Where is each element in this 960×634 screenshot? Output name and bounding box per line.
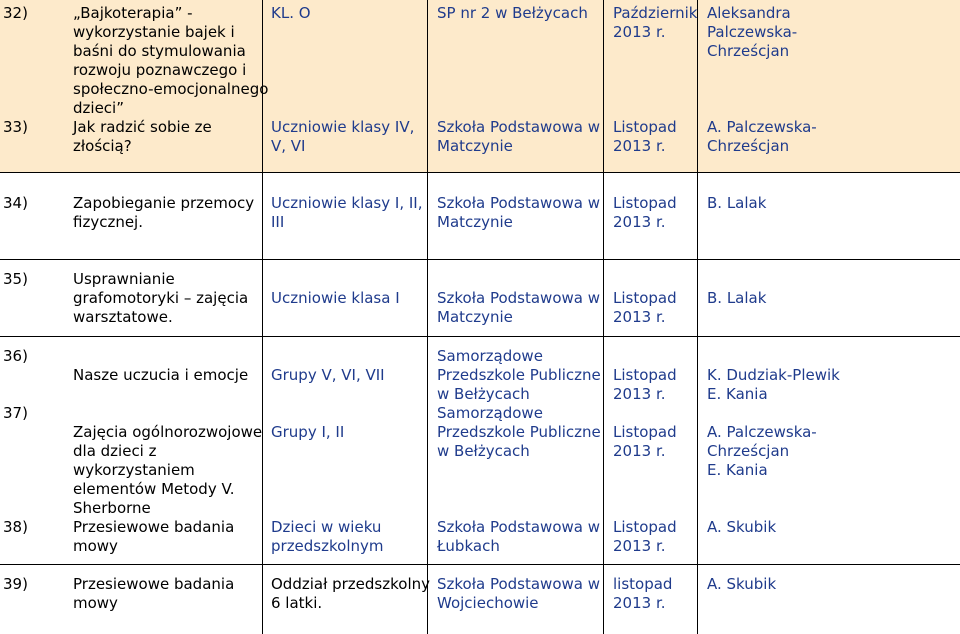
table-row-35 [0, 260, 960, 336]
place-cell: Szkoła Podstawowa w Wojciechowie [429, 565, 604, 634]
place-cell: Szkoła Podstawowa w Matczynie [429, 173, 604, 259]
topic-36: Nasze uczucia i emocje [73, 366, 249, 384]
topic-cell [0, 565, 263, 634]
topic-cell [0, 173, 263, 259]
topic-cell [0, 0, 269, 172]
place-cell: SP nr 2 w Bełżycach Szkoła Podstawowa w Matczynie [429, 0, 604, 172]
topic-39: Przesiewowe badania mowy [73, 575, 235, 612]
responsible-cell: K. Dudziak-Plewik E. Kania A. Palczewska- Chrześcjan E. Kania A. Skubik [707, 366, 840, 536]
topic-34: Zapobieganie przemocy fizycznej. [73, 194, 255, 231]
row-number-34: 34) [3, 194, 28, 212]
date-cell: Listopad 2013 r. [605, 260, 698, 336]
row-number-38: 38) [3, 518, 28, 536]
responsible-cell: B. Lalak [707, 194, 767, 212]
topic-cell [0, 337, 263, 564]
place-cell: Szkoła Podstawowa w Matczynie [429, 260, 604, 336]
participants-cell: Oddział przedszkolny 6 latki. [263, 565, 428, 634]
date-cell: Listopad 2013 r. Listopad 2013 r. Listopad 2013 r. [605, 337, 698, 564]
participants-cell: Grupy V, VI, VII Grupy I, II Dzieci w wieku przedszkolnym [263, 337, 428, 564]
responsible-cell: A. Skubik [707, 575, 777, 593]
participants-cell: Uczniowie klasa I [263, 260, 428, 336]
table-row-34 [0, 173, 960, 259]
row-number-39: 39) [3, 575, 28, 593]
topic-37: Zajęcia ogólnorozwojowe dla dzieci z wykorzystaniem elementów Metody V. Sherborne [73, 423, 263, 517]
place-cell: Samorządowe Przedszkole Publiczne w Bełżycach Samorządowe Przedszkole Publiczne w Bełżycach Szkoła Podstawowa w Łubkach [429, 337, 604, 564]
table-row-32-33 [0, 0, 960, 172]
topic-35: Usprawnianie grafomotoryki – zajęcia warsztatowe. [73, 270, 249, 326]
topic-32: „Bajkoterapia” - wykorzystanie bajek i baśni do stymulowania rozwoju poznawczego i społeczno-emocjonalnego dzieci” [73, 4, 269, 117]
topic-cell [0, 260, 263, 336]
responsible-cell: Aleksandra Palczewska- Chrześcjan A. Palczewska- Chrześcjan [707, 4, 817, 155]
row-number-35: 35) [3, 270, 28, 288]
date-cell: Listopad 2013 r. [605, 173, 698, 259]
row-number-37: 37) [3, 404, 28, 422]
row-number-36: 36) [3, 347, 28, 365]
responsible-cell: B. Lalak [707, 289, 767, 307]
topic-38: Przesiewowe badania mowy [73, 518, 235, 555]
participants-cell: Uczniowie klasy I, II, III [263, 173, 428, 259]
participants-cell: KL. O Uczniowie klasy IV, V, VI [263, 0, 428, 172]
table-row-36-38 [0, 337, 960, 564]
row-number-32: 32) [3, 4, 28, 22]
date-cell: listopad 2013 r. [605, 565, 698, 634]
row-number-33: 33) [3, 118, 28, 136]
topic-33: Jak radzić sobie ze złością? [73, 118, 212, 155]
date-cell: Październik 2013 r. Listopad 2013 r. [605, 0, 698, 172]
table-row-39 [0, 565, 960, 634]
